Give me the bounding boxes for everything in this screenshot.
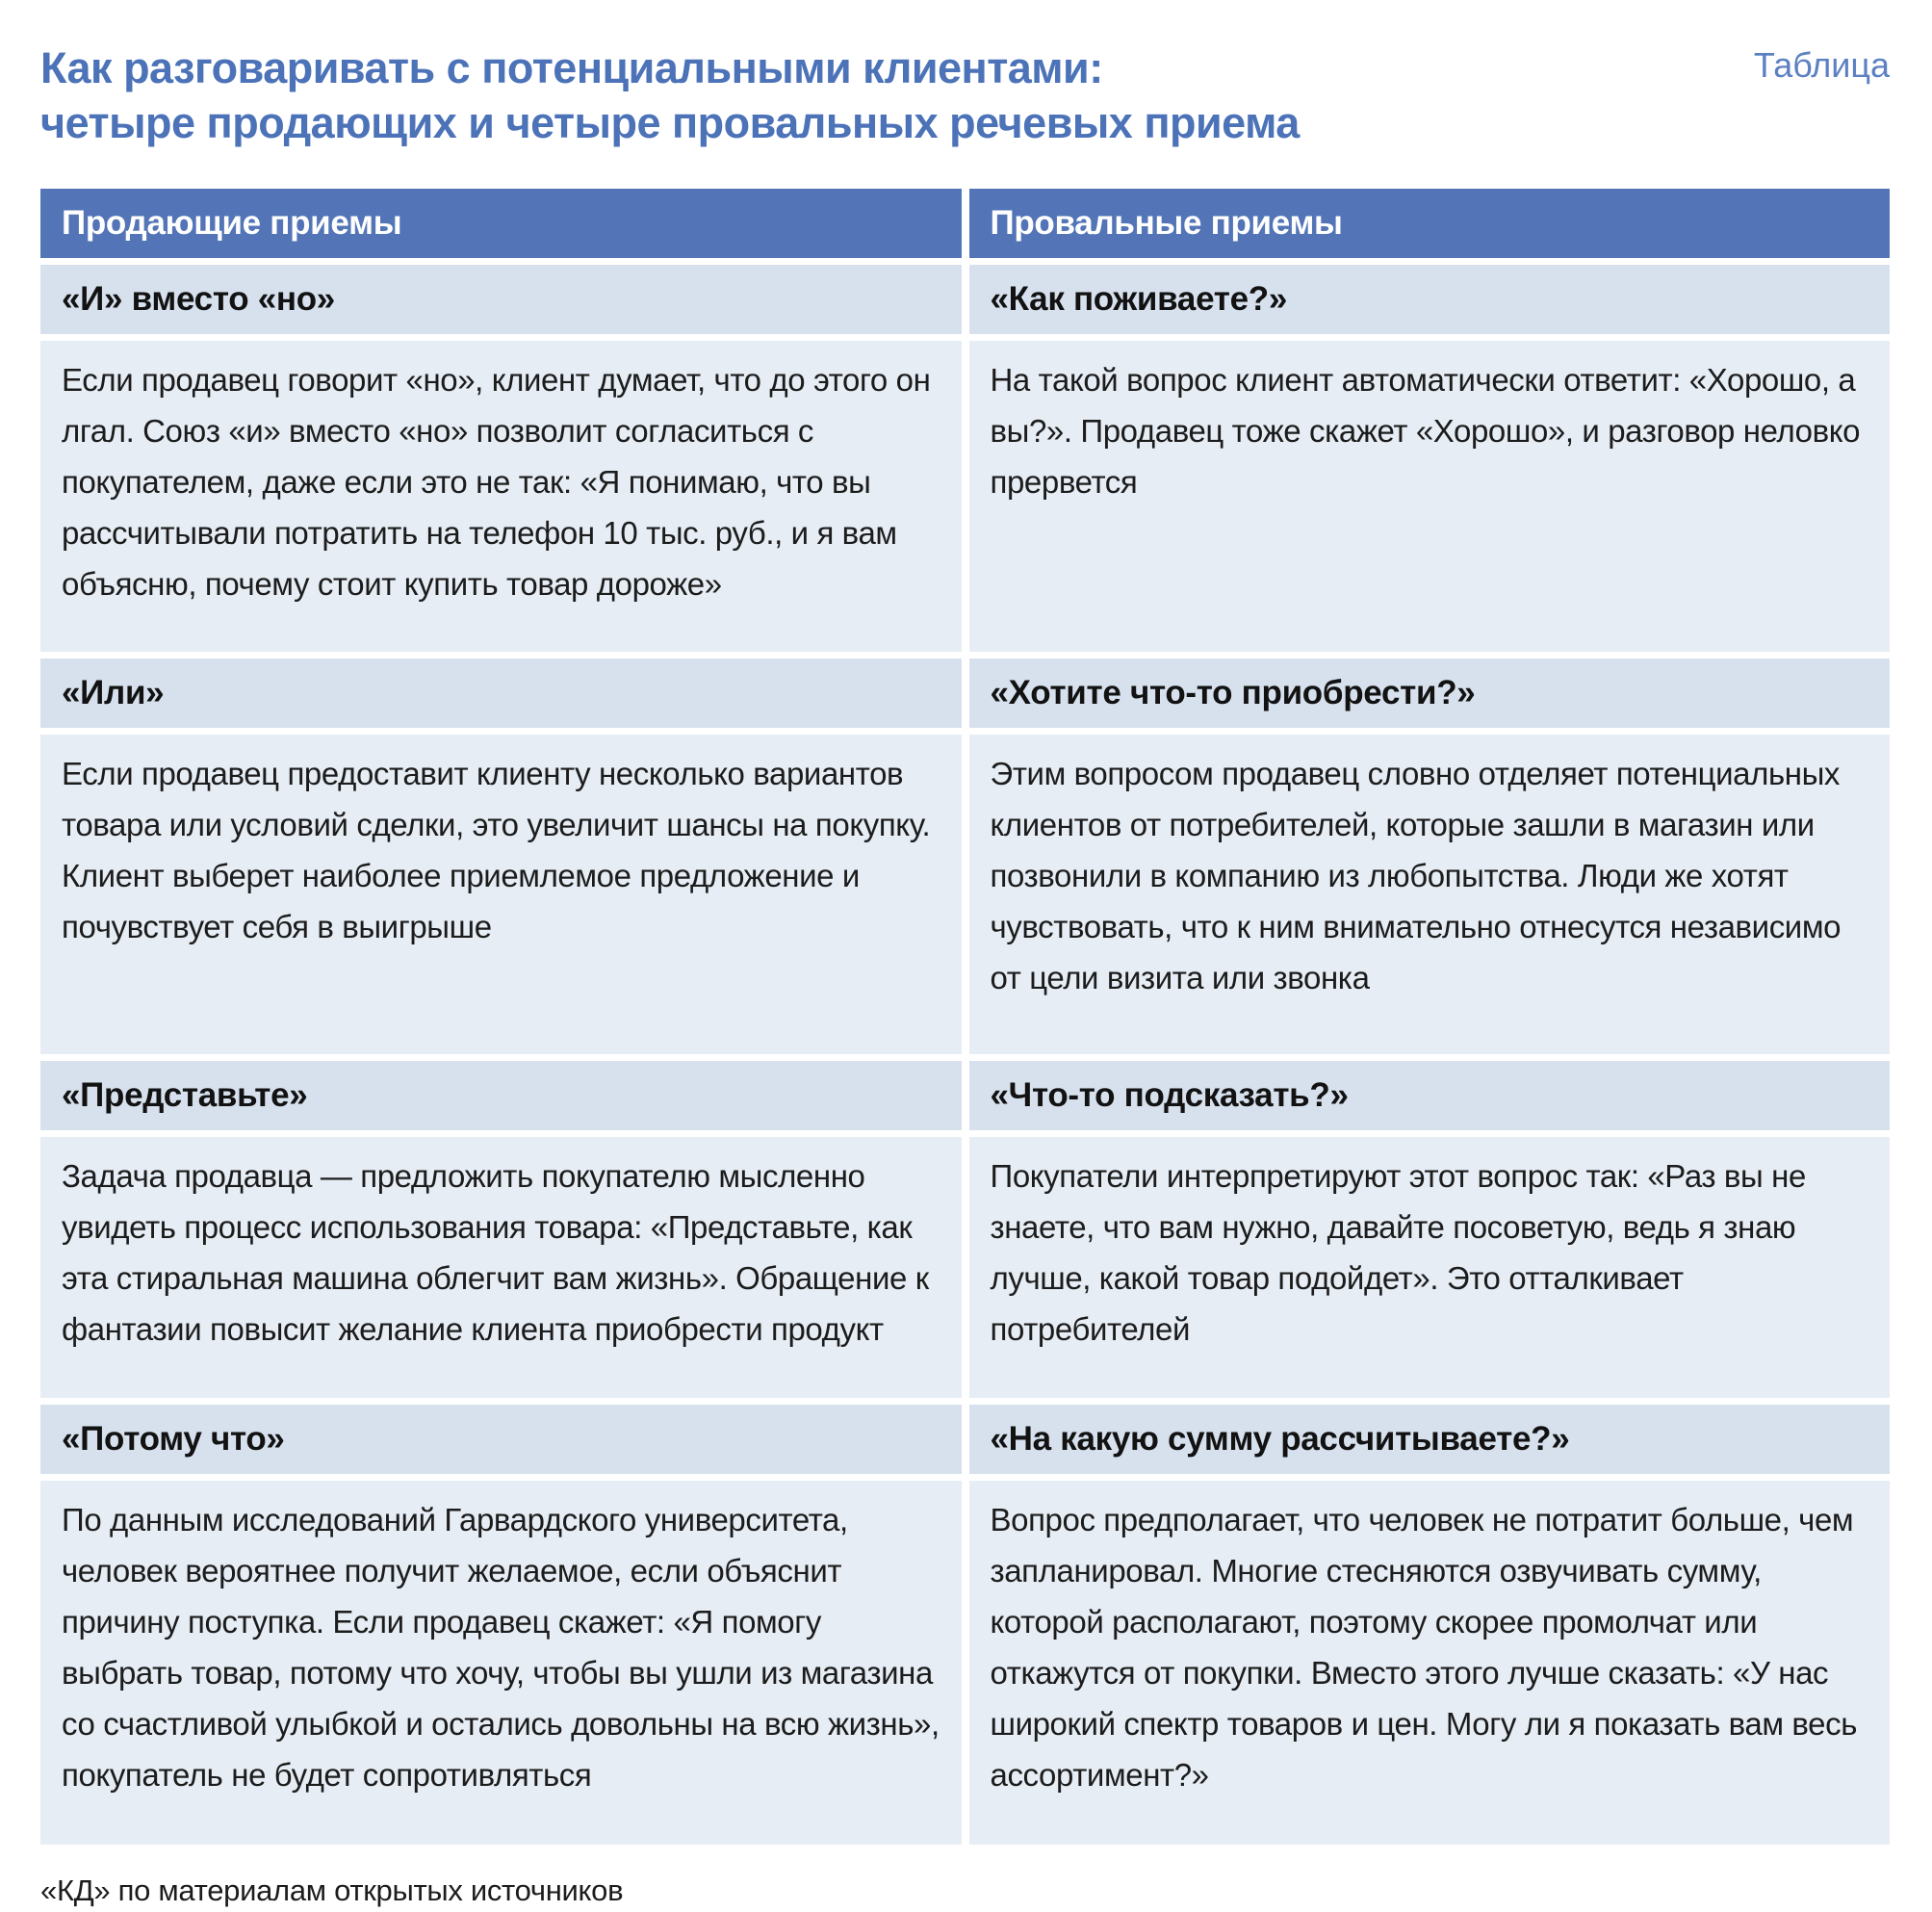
column-header-selling: Продающие приемы [40, 189, 962, 258]
technique-description-selling-4: По данным исследований Гарвардского университета, человек вероятнее получит желаемое, если объяснит причину поступка. Если продавец скажет: «Я помогу выбрать товар, потому что хочу, чтобы вы ушли из магазина со счастливой улыбкой и остались довольны на всю жизнь», покупатель не будет сопротивляться [40, 1481, 962, 1845]
technique-name-failing-2: «Хотите что-то приобрести?» [969, 659, 1891, 728]
technique-name-selling-3: «Представьте» [40, 1061, 962, 1130]
technique-description-selling-3: Задача продавца — предложить покупателю мысленно увидеть процесс использования товара: «Представьте, как эта стиральная машина облегчит вам жизнь». Обращение к фантазии повысит желание клиента приобрести продукт [40, 1137, 962, 1398]
technique-description-failing-3: Покупатели интерпретируют этот вопрос так: «Раз вы не знаете, что вам нужно, давайте посоветую, ведь я знаю лучше, какой товар подойдет». Это отталкивает потребителей [969, 1137, 1891, 1398]
technique-description-selling-2: Если продавец предоставит клиенту несколько вариантов товара или условий сделки, это увеличит шансы на покупку. Клиент выберет наиболее приемлемое предложение и почувствует себя в выигрыше [40, 735, 962, 1054]
technique-name-failing-1: «Как поживаете?» [969, 265, 1891, 334]
page-header [40, 40, 1890, 150]
source-note: «КД» по материалам открытых источников [40, 1873, 624, 1907]
technique-name-selling-4: «Потому что» [40, 1405, 962, 1474]
page-title-line-1: Как разговаривать с потенциальными клиентами: [40, 43, 1103, 92]
page-title [40, 40, 1300, 150]
technique-description-failing-1: На такой вопрос клиент автоматически ответит: «Хорошо, а вы?». Продавец тоже скажет «Хорошо», и разговор неловко прервется [969, 341, 1891, 652]
technique-description-selling-1: Если продавец говорит «но», клиент думает, что до этого он лгал. Союз «и» вместо «но» позволит согласиться с покупателем, даже если это не так: «Я понимаю, что вы рассчитывали потратить на телефон 10 тыс. руб., и я вам объясню, почему стоит купить товар дороже» [40, 341, 962, 652]
page-title-line-2: четыре продающих и четыре провальных речевых приема [40, 98, 1300, 147]
technique-name-selling-1: «И» вместо «но» [40, 265, 962, 334]
technique-name-failing-3: «Что-то подсказать?» [969, 1061, 1891, 1130]
techniques-table [40, 189, 1890, 1845]
column-header-failing: Провальные приемы [969, 189, 1891, 258]
table-kicker-label: Таблица [1753, 45, 1890, 85]
technique-name-selling-2: «Или» [40, 659, 962, 728]
technique-description-failing-2: Этим вопросом продавец словно отделяет потенциальных клиентов от потребителей, которые зашли в магазин или позвонили в компанию из любопытства. Люди же хотят чувствовать, что к ним внимательно отнесутся независимо от цели визита или звонка [969, 735, 1891, 1054]
technique-description-failing-4: Вопрос предполагает, что человек не потратит больше, чем запланировал. Многие стесняются озвучивать сумму, которой располагают, поэтому скорее промолчат или откажутся от покупки. Вместо этого лучше сказать: «У нас широкий спектр товаров и цен. Могу ли я показать вам весь ассортимент?» [969, 1481, 1891, 1845]
technique-name-failing-4: «На какую сумму рассчитываете?» [969, 1405, 1891, 1474]
